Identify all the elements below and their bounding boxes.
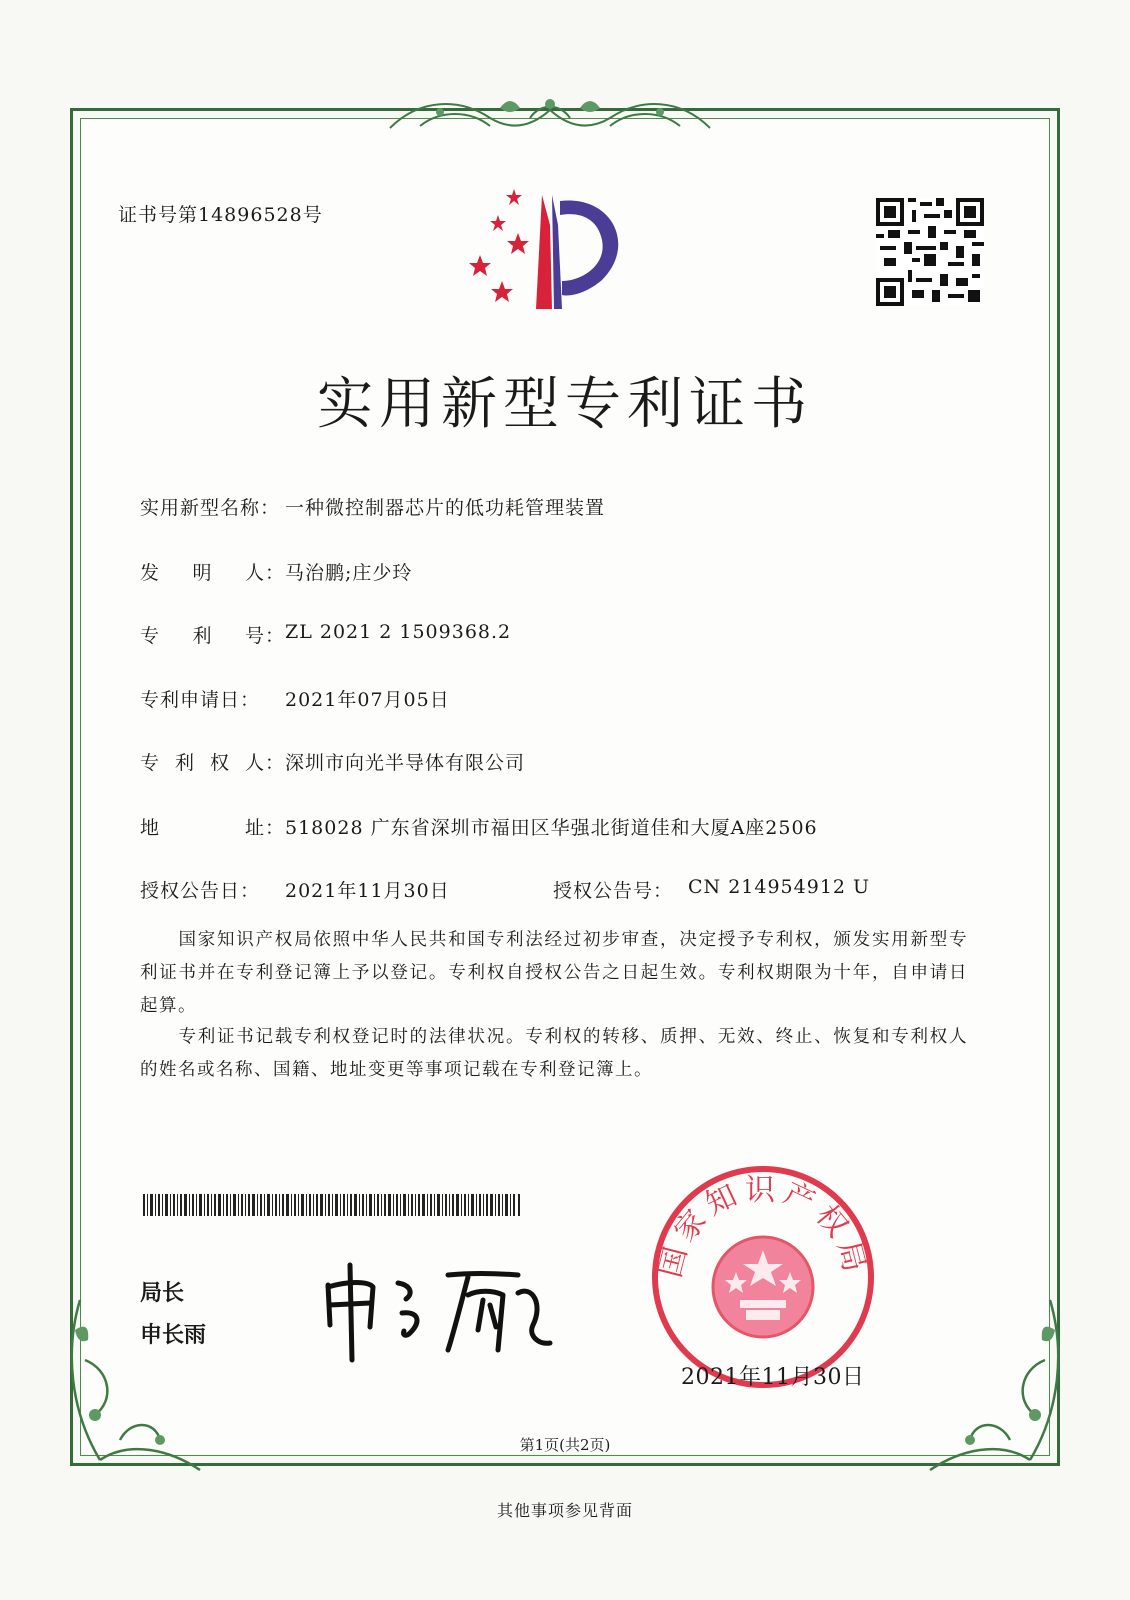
label-char: 址 [244,817,265,839]
field-label: 授权公告日： [140,880,261,902]
field-label-spaced [140,748,265,775]
label-char: 利 [174,752,195,774]
field-value: CN 214954912 U [688,876,871,898]
official-seal-icon [648,1162,878,1392]
field-label: 授权公告号： [553,880,674,902]
label-char: 人 [244,562,265,584]
field-patentee [140,748,525,775]
label-colon: ： [264,817,285,839]
field-value: 一种微控制器芯片的低功耗管理装置 [285,497,606,519]
handwritten-signature [318,1255,558,1365]
body-paragraph-1: 国家知识产权局依照中华人民共和国专利法经过初步审查，决定授予专利权，颁发实用新型专利证书并在专利登记簿上予以登记。专利权自授权公告之日起生效。专利权期限为十年，自申请日起算。 [140,930,968,1016]
label-char: 专 [140,752,161,774]
field-patent-number [140,621,511,648]
top-scroll-ornament [380,88,720,140]
barcode-icon [143,1194,521,1216]
field-label [140,748,285,775]
seal-date: 2021年11月30日 [681,1365,865,1390]
certificate-title: 实用新型专利证书 [317,372,813,437]
director-name: 申长雨 [140,1323,207,1348]
page-number: 第1页(共2页) [519,1436,611,1454]
field-label [140,558,285,585]
seal-arc-text: 国家知识产权局 [652,1172,874,1282]
label-char: 号 [244,625,265,647]
cnipa-emblem-icon [462,185,637,313]
field-filing-date [140,685,450,712]
field-value: 518028 广东省深圳市福田区华强北街道佳和大厦A座2506 [285,817,818,839]
label-colon: ： [264,562,285,584]
label-colon: ： [264,625,285,647]
qr-code-icon [876,198,984,306]
label-char: 人 [244,752,265,774]
field-value: 2021年11月30日 [285,880,450,902]
field-value: 马治鹏;庄少玲 [285,562,413,584]
label-char: 地 [140,817,161,839]
director-title: 局长 [140,1281,185,1306]
label-char: 发 [140,562,161,584]
field-label: 专利申请日： [140,689,261,711]
label-char: 利 [192,625,213,647]
field-label [140,813,285,840]
field-label [140,621,285,648]
field-grant-number [553,876,870,903]
field-label-spaced [140,558,265,585]
certificate-frame-inner [80,118,1050,1456]
field-utility-model-name [140,493,605,520]
field-label-spaced [140,621,265,648]
label-char: 明 [192,562,213,584]
field-value: ZL 2021 2 1509368.2 [285,621,512,643]
field-inventor [140,558,412,585]
field-address [140,813,818,840]
field-label-spaced [140,813,265,840]
certificate-number: 证书号第14896528号 [118,204,323,226]
label-char: 权 [209,752,230,774]
field-value: 2021年07月05日 [285,689,450,711]
body-paragraph-2: 专利证书记载专利权登记时的法律状况。专利权的转移、质押、无效、终止、恢复和专利权人的姓名或名称、国籍、地址变更等事项记载在专利登记簿上。 [140,1027,968,1080]
field-grant-date [140,876,450,903]
label-colon: ： [264,752,285,774]
label-char: 专 [140,625,161,647]
field-label: 实用新型名称： [140,497,281,519]
field-value: 深圳市向光半导体有限公司 [285,752,526,774]
footer-note: 其他事项参见背面 [496,1501,633,1520]
